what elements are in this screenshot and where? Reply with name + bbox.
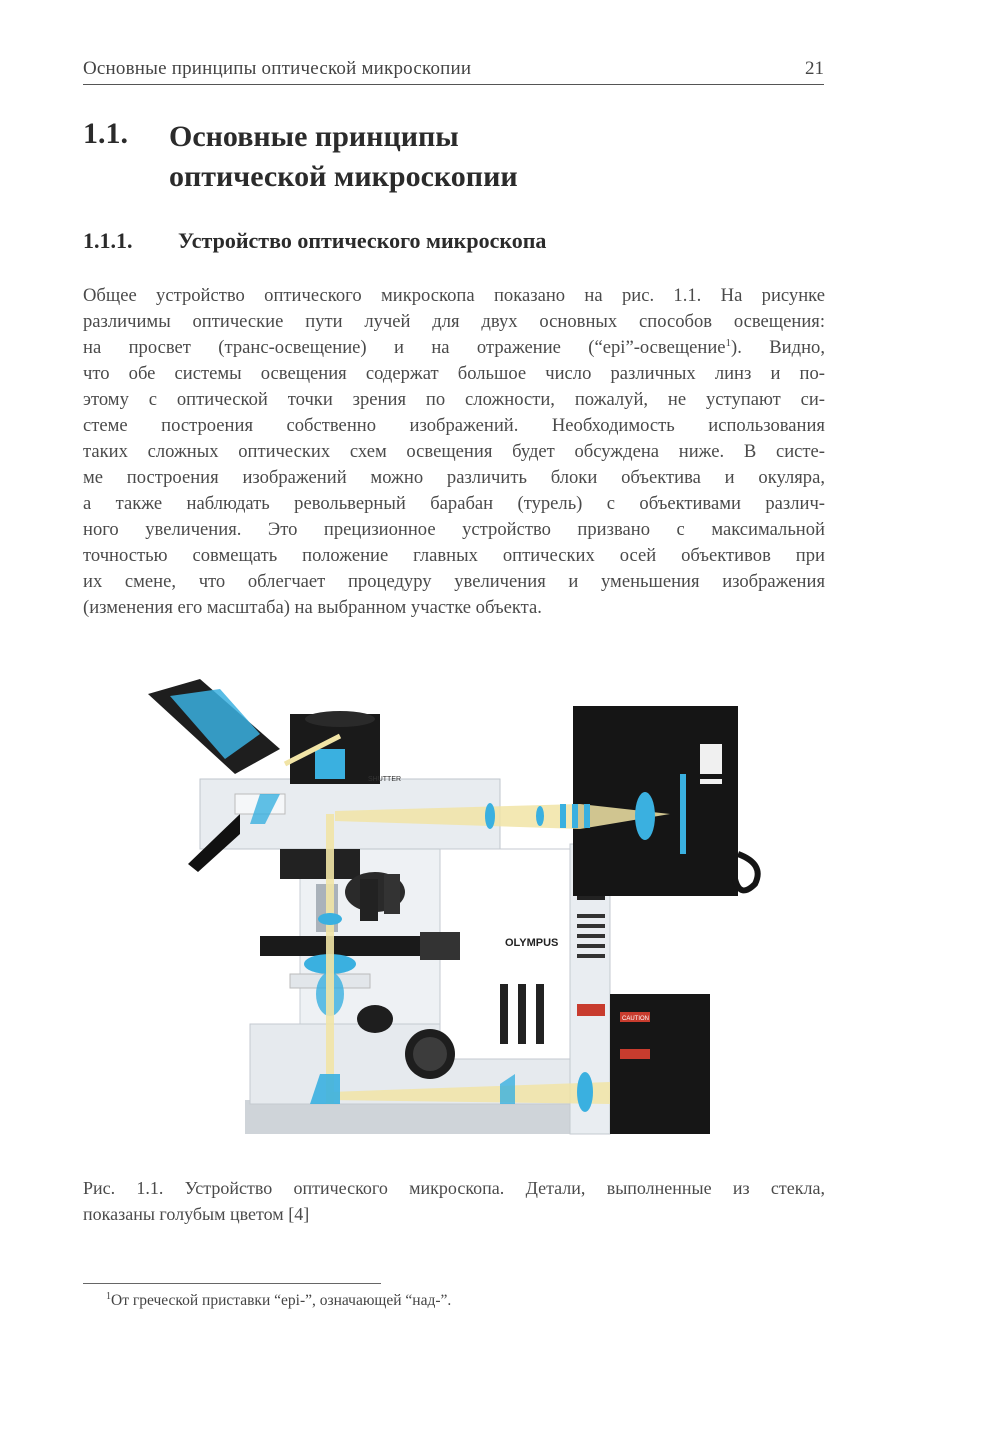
vertical-light-path <box>326 814 334 964</box>
objective-lens <box>384 874 400 914</box>
column-vent <box>577 954 605 958</box>
turret-housing <box>280 849 360 879</box>
column-vent <box>577 934 605 938</box>
paragraph-line-tail: ). Видно, <box>731 337 825 358</box>
base-collector-lens <box>577 1072 593 1112</box>
column-vent <box>577 914 605 918</box>
paragraph-line: точностью совмещать положение главных оптических осей объективов при <box>83 545 825 566</box>
paragraph-line: (изменения его масштаба) на выбранном участке объекта. <box>83 597 542 618</box>
caption-line: показаны голубым цветом [4] <box>83 1204 310 1224</box>
column-vent <box>577 924 605 928</box>
upper-lamphouse <box>573 706 738 896</box>
warning-sticker <box>577 1004 605 1016</box>
brand-label: OLYMPUS <box>505 937 559 949</box>
footnote-divider <box>83 1283 381 1284</box>
footnote-mark: 1 <box>106 1290 111 1302</box>
scale-bar <box>536 984 544 1044</box>
lamp-cable <box>735 854 758 890</box>
scale-bar <box>500 984 508 1044</box>
lamp-mirror <box>680 774 686 854</box>
caution-sticker <box>620 1049 650 1059</box>
paragraph-line-with-footnote <box>83 335 825 361</box>
lamphouse-label <box>700 779 722 784</box>
paragraph-line: таких сложных оптических схем освещения будет обсуждена ниже. В систе- <box>83 441 825 462</box>
paragraph-line: их смене, что облегчает процедуру увеличения и уменьшения изображения <box>83 571 825 592</box>
stage-control <box>420 932 460 960</box>
camera-port <box>305 711 375 727</box>
running-title: Основные принципы оптической микроскопии <box>83 58 472 79</box>
section-title <box>169 117 669 197</box>
footnote-reference[interactable]: 1 <box>725 336 732 349</box>
shutter-label: SHUTTER <box>368 776 402 783</box>
paragraph-line: а также наблюдать револьверный барабан (турель) с объективами различ- <box>83 493 825 514</box>
relay-lens <box>485 803 495 829</box>
field-lens <box>572 804 578 828</box>
scale-bar <box>518 984 526 1044</box>
section-title-line1: Основные принципы <box>169 120 459 153</box>
caption-line: Рис. 1.1. Устройство оптического микроскопа. Детали, выполненные из стекла, <box>83 1178 825 1198</box>
paragraph-line: ного увеличения. Это прецизионное устройство призвано с максимальной <box>83 519 825 540</box>
head-prism <box>315 749 345 779</box>
focus-knob <box>357 1005 393 1033</box>
paragraph-line: различимы оптические пути лучей для двух основных способов освещения: <box>83 311 825 332</box>
figure-caption <box>83 1175 825 1227</box>
microscope-base <box>245 1100 585 1134</box>
paragraph-line: Общее устройство оптического микроскопа показано на рис. 1.1. На рисунке <box>83 285 825 306</box>
footnote <box>106 1292 451 1310</box>
paragraph-line: ме построения изображений можно различить блоки объектива и окуляра, <box>83 467 825 488</box>
section-title-line2: оптической микроскопии <box>169 160 518 193</box>
microscope-illustration <box>140 664 772 1144</box>
field-lens <box>560 804 566 828</box>
stage <box>260 936 430 956</box>
microscope-figure <box>140 664 772 1144</box>
section-number: 1.1. <box>83 117 128 150</box>
column-vent <box>577 944 605 948</box>
paragraph-line-text: на просвет (транс-освещение) и на отражение (“epi”-освещение <box>83 337 726 358</box>
fine-focus-wheel <box>413 1037 447 1071</box>
objective-front-lens <box>318 913 342 925</box>
collector-lens <box>635 792 655 840</box>
footnote-text: От греческой приставки “epi-”, означающей “над-”. <box>111 1292 452 1309</box>
caution-label: CAUTION <box>622 1016 649 1022</box>
running-head <box>83 58 824 85</box>
paragraph-line: этому с оптической точки зрения по сложности, пожалуй, не уступают си- <box>83 389 825 410</box>
field-lens <box>584 804 590 828</box>
paragraph-line: что обе системы освещения содержат большое число различных линз и по- <box>83 363 825 384</box>
page-number: 21 <box>805 58 824 79</box>
paragraph-line: стеме построения собственно изображений. Необходимость использования <box>83 415 825 436</box>
relay-lens <box>536 806 544 826</box>
lamphouse-label <box>700 744 722 774</box>
body-paragraph <box>83 283 825 621</box>
subsection-title: Устройство оптического микроскопа <box>178 228 547 253</box>
subsection-number: 1.1.1. <box>83 228 133 253</box>
objective-lens <box>360 879 378 921</box>
